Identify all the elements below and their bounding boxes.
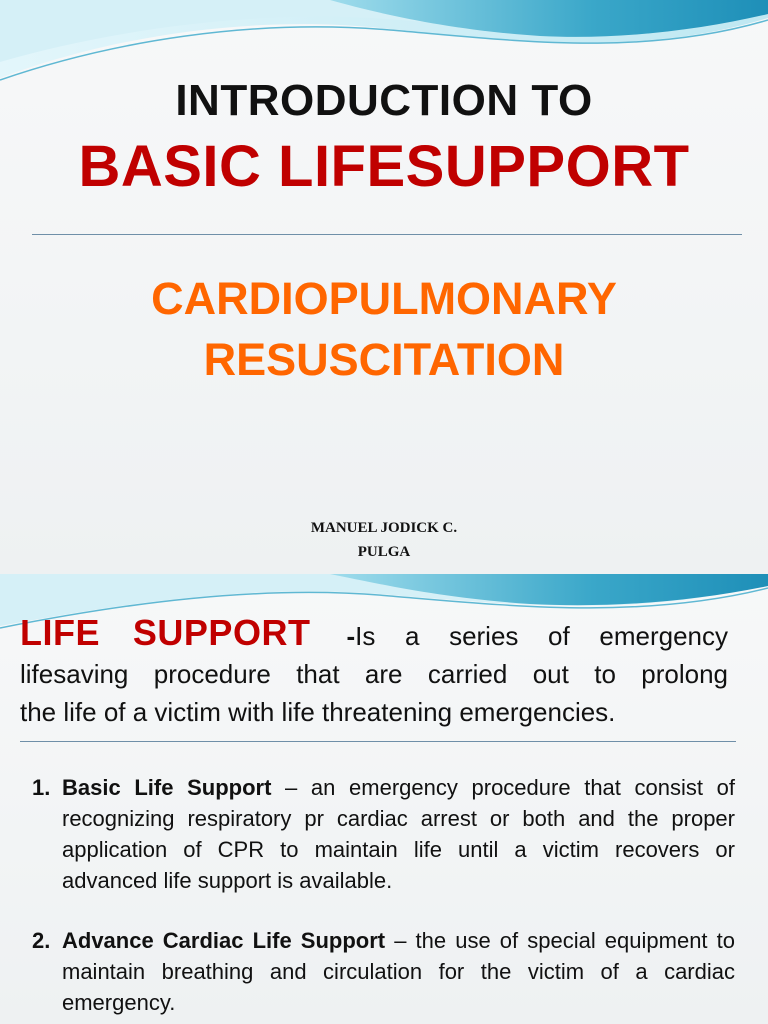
author-line2: PULGA [357,544,411,560]
life-support-definition [20,614,728,731]
subtitle-line1: CARDIOPULMONARY [151,273,617,324]
content-slide [0,574,768,1024]
support-list [32,772,735,1024]
list-term: Advance Cardiac Life Support [62,928,386,953]
list-item [32,925,735,1018]
definition-line1 [20,614,728,655]
list-number: 1. [32,775,51,800]
life-support-term: LIFE SUPPORT [20,612,311,653]
author-block [0,516,768,564]
definition-dash: - [346,621,356,651]
subtitle-line2: RESUSCITATION [203,334,565,385]
list-description: – an emergency procedure that consist of recognizing respiratory pr cardiac arrest or both and the proper application of CPR to maintain life until a victim recovers or advanced life support is available. [62,775,736,893]
list-number: 2. [32,928,51,953]
divider [20,741,736,742]
definition-line3: the life of a victim with life threatening emergencies. [20,697,616,727]
list-item [32,772,735,896]
divider [32,234,742,235]
slide-subtitle [0,268,768,390]
list-description: – the use of special equipment to maintain breathing and circulation for the victim of a cardiac emergency. [62,928,735,1015]
list-term: Basic Life Support [62,775,272,800]
author-line1: MANUEL JODICK C. [310,520,458,536]
slide-title-line1: INTRODUCTION TO [175,76,593,125]
slide-title-line2: BASIC LIFESUPPORT [78,134,690,199]
definition-line2: lifesaving procedure that are carried out to prolong [20,659,728,689]
definition-text-1: Is a series of emergency [355,621,728,651]
